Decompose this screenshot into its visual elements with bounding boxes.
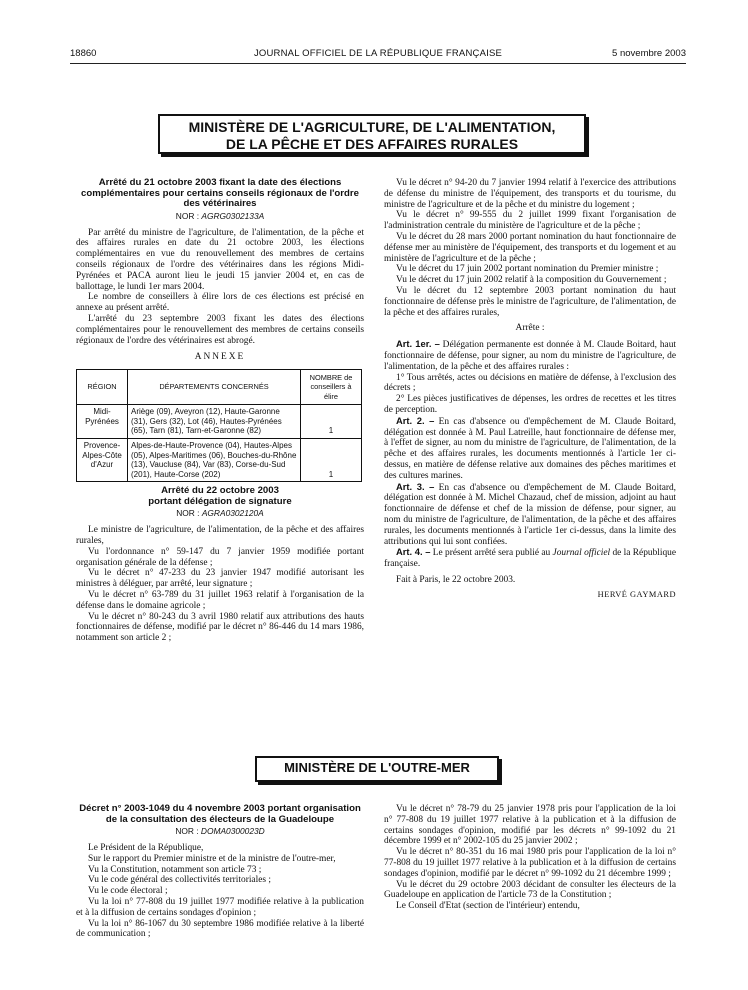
cell-nombre: 1 xyxy=(301,438,362,481)
decret-visa: Vu la Constitution, notamment son article 73 ; xyxy=(88,864,262,875)
ministry-heading-line2: DE LA PÊCHE ET DES AFFAIRES RURALES xyxy=(225,136,519,152)
arrete2-visa: Vu le décret du 12 septembre 2003 portant nomination du haut fonctionnaire de défense près le ministre de l'agriculture, de l'alimentation, de la pêche et des affaires rurales, xyxy=(384,285,676,318)
journal-title: JOURNAL OFFICIEL DE LA RÉPUBLIQUE FRANÇAISE xyxy=(253,48,503,59)
cell-region: Provence-Alpes-Côte d'Azur xyxy=(77,438,128,481)
ministry-outre-mer-heading xyxy=(255,756,499,782)
cell-departements: Alpes-de-Haute-Provence (04), Hautes-Alpes (05), Alpes-Maritimes (06), Bouches-du-Rhône (13), Vaucluse (84), Var (83), Corse-du-Sud (201), Haute-Corse (202) xyxy=(128,438,301,481)
arrete1-paragraph: L'arrêté du 23 septembre 2003 fixant les dates des élections complémentaires pour le renouvellement des membres de certains conseils régionaux de l'ordre des vétérinaires est abrogé. xyxy=(76,313,364,346)
done-at: Fait à Paris, le 22 octobre 2003. xyxy=(396,574,516,585)
arrete2-visa: Vu le décret n° 99-555 du 2 juillet 1999 fixant l'organisation de l'administration centrale du ministère de l'agriculture et de la pêche ; xyxy=(384,210,676,232)
decret-visa: Le Conseil d'Etat (section de l'intérieur) entendu, xyxy=(396,901,580,912)
decret-visa: Vu la loi n° 77-808 du 19 juillet 1977 modifiée relative à la publication et à la diffusion de certains sondages d'opinion ; xyxy=(76,896,364,918)
arrete2-visa: Vu le décret n° 47-233 du 23 janvier 1947 modifié autorisant les ministres à déléguer, par arrêté, leur signature ; xyxy=(76,568,364,590)
ministry-agriculture-heading xyxy=(158,114,586,154)
table-header-row xyxy=(77,370,362,405)
decret-visa: Le Président de la République, xyxy=(88,842,204,853)
left-column-agriculture xyxy=(76,178,364,644)
decret-visa: Sur le rapport du Premier ministre et de la ministre de l'outre-mer, xyxy=(88,853,336,864)
decret-visa: Vu le décret n° 80-351 du 16 mai 1980 pris pour l'application de la loi n° 77-808 du 19 juillet 1977 relative à la publication et à la diffusion de certains sondages d'opinion, modifié par le décret n° 99-1092 du 21 décembre 1999 ; xyxy=(384,847,676,879)
arrete2-title-line2: portant délégation de signature xyxy=(148,495,292,507)
right-column-outre-mer xyxy=(384,804,676,912)
article-4: Art. 4. – Le présent arrêté sera publié au Journal officiel de la République française. xyxy=(384,546,677,570)
article-1-item: 1° Tous arrêtés, actes ou décisions en matière de défense, à l'exclusion des décrets ; xyxy=(384,372,676,394)
article-2: Art. 2. – En cas d'absence ou d'empêchement de M. Claude Boitard, délégation est donnée à M. Paul Latreille, haut fonctionnaire de défense mer, à l'effet de signer, au nom du ministre de l'agriculture, de l'alimentation, de la pêche et des affaires rurales, les documents mentionnés à l'article 1er ci-dessus, en matière de défense relative aux domaines des pêches maritimes et des cultures marines. xyxy=(384,414,677,481)
ministry-heading-line1: MINISTÈRE DE L'AGRICULTURE, DE L'ALIMENTATION, xyxy=(188,119,556,135)
arrete2-visa: Vu le décret du 28 mars 2000 portant nomination du haut fonctionnaire de défense mer au ministère de l'équipement, des transports et du logement et au ministère de l'agriculture et de la pêche ; xyxy=(384,231,676,264)
decret-visa: Vu le décret n° 78-79 du 25 janvier 1978 pris pour l'application de la loi n° 77-808 du 19 juillet 1977 relative à la publication et à la diffusion de certains sondages d'opinion, modifié par les décrets n° 99-1092 du 21 décembre 1999 et n° 2002-105 du 25 janvier 2002 ; xyxy=(384,804,676,847)
cell-nombre: 1 xyxy=(301,405,362,439)
right-column-agriculture xyxy=(384,178,676,600)
signature: HERVÉ GAYMARD xyxy=(597,589,676,599)
arrete2-visa: Vu le décret n° 94-20 du 7 janvier 1994 relatif à l'exercice des attributions de défense du ministre de l'équipement, des transports et du tourisme, du ministre de l'agriculture et de la pêche et du ministre du logement ; xyxy=(384,178,676,210)
annexe-label: ANNEXE xyxy=(194,352,246,363)
arrete1-paragraph: Par arrêté du ministre de l'agriculture, de l'alimentation, de la pêche et des affaires rurales en date du 21 octobre 2003, les élections complémentaires en vue du renouvellement des membres de certains conseils régionaux de l'ordre des vétérinaires dans les régions Midi-Pyrénées et PACA auront lieu le jeudi 15 janvier 2004 et, en cas de ballottage, le lundi 1er mars 2004. xyxy=(76,227,364,292)
annexe-table xyxy=(76,369,362,482)
arrete2-visa: Vu le décret du 17 juin 2002 relatif à la composition du Gouvernement ; xyxy=(396,275,667,286)
arrete1-nor: NOR : AGRG0302133A xyxy=(175,210,265,221)
page-number: 18860 xyxy=(70,48,97,59)
arrete1-title: Arrêté du 21 octobre 2003 fixant la date des élections complémentaires pour certains conseils régionaux de l'ordre des vétérinaires xyxy=(81,177,359,210)
col-header-departements: DÉPARTEMENTS CONCERNÉS xyxy=(128,370,301,405)
cell-departements: Ariège (09), Aveyron (12), Haute-Garonne (31), Gers (32), Lot (46), Hautes-Pyrénées (65), Tarn (81), Tarn-et-Garonne (82) xyxy=(128,405,301,439)
decret-visa: Vu le code électoral ; xyxy=(88,886,168,897)
ministry-heading-line1: MINISTÈRE DE L'OUTRE-MER xyxy=(284,760,470,775)
col-header-nombre: NOMBRE de conseillers à élire xyxy=(301,370,362,405)
decret-visa: Vu le code général des collectivités territoriales ; xyxy=(88,875,271,886)
col-header-region: RÉGION xyxy=(77,370,128,405)
arrete2-visa: Vu le décret du 17 juin 2002 portant nomination du Premier ministre ; xyxy=(396,264,659,275)
decret-visa: Vu le décret du 29 octobre 2003 décidant de consulter les électeurs de la Guadeloupe en application de l'article 73 de la Constitution ; xyxy=(384,879,676,901)
table-row xyxy=(77,438,362,481)
header-rule xyxy=(70,63,686,64)
table-row xyxy=(77,405,362,439)
article-3: Art. 3. – En cas d'absence ou d'empêchement de M. Claude Boitard, délégation est donnée à M. Michel Chazaud, chef de mission, adjoint au haut fonctionnaire de défense et chef de la mission de défense, pour signer, au nom du ministre de l'agriculture, de l'alimentation, de la pêche et des affaires rurales, les documents mentionnés à l'article 1er ci-dessus, dans la limite des attributions qui lui sont confiées. xyxy=(384,480,677,547)
cell-region: Midi-Pyrénées xyxy=(77,405,128,439)
decret-nor: NOR : DOMA0300023D xyxy=(175,826,265,837)
issue-date: 5 novembre 2003 xyxy=(612,48,686,59)
arrete2-title-line1: Arrêté du 22 octobre 2003 xyxy=(161,485,279,497)
left-column-outre-mer xyxy=(76,804,364,940)
running-header xyxy=(70,48,686,62)
arrete-label: Arrête : xyxy=(515,323,545,334)
decret-title: Décret n° 2003-1049 du 4 novembre 2003 portant organisation de la consultation des électeurs de la Guadeloupe xyxy=(79,803,361,825)
arrete2-visa: Le ministre de l'agriculture, de l'alimentation, de la pêche et des affaires rurales, xyxy=(76,525,364,547)
arrete2-visa: Vu le décret n° 80-243 du 3 avril 1980 relatif aux attributions des hauts fonctionnaires de défense, modifié par le décret n° 86-446 du 14 mars 1986, notamment son article 2 ; xyxy=(76,611,364,644)
article-1-item: 2° Les pièces justificatives de dépenses, les ordres de recettes et les titres de perception. xyxy=(384,394,676,415)
article-1: Art. 1er. – Délégation permanente est donnée à M. Claude Boitard, haut fonctionnaire de défense, pour signer, au nom du ministre de l'agriculture, de l'alimentation, de la pêche et des affaires rurales : xyxy=(384,338,677,372)
arrete2-visa: Vu l'ordonnance n° 59-147 du 7 janvier 1959 modifiée portant organisation générale de la défense ; xyxy=(76,546,364,568)
arrete2-nor: NOR : AGRA0302120A xyxy=(176,508,264,519)
arrete1-paragraph: Le nombre de conseillers à élire lors de ces élections est précisé en annexe au présent arrêté. xyxy=(76,292,364,314)
arrete2-visa: Vu le décret n° 63-789 du 31 juillet 1963 relatif à l'organisation de la défense dans le domaine agricole ; xyxy=(76,590,364,611)
decret-visa: Vu la loi n° 86-1067 du 30 septembre 1986 modifiée relative à la liberté de communication ; xyxy=(76,918,364,940)
